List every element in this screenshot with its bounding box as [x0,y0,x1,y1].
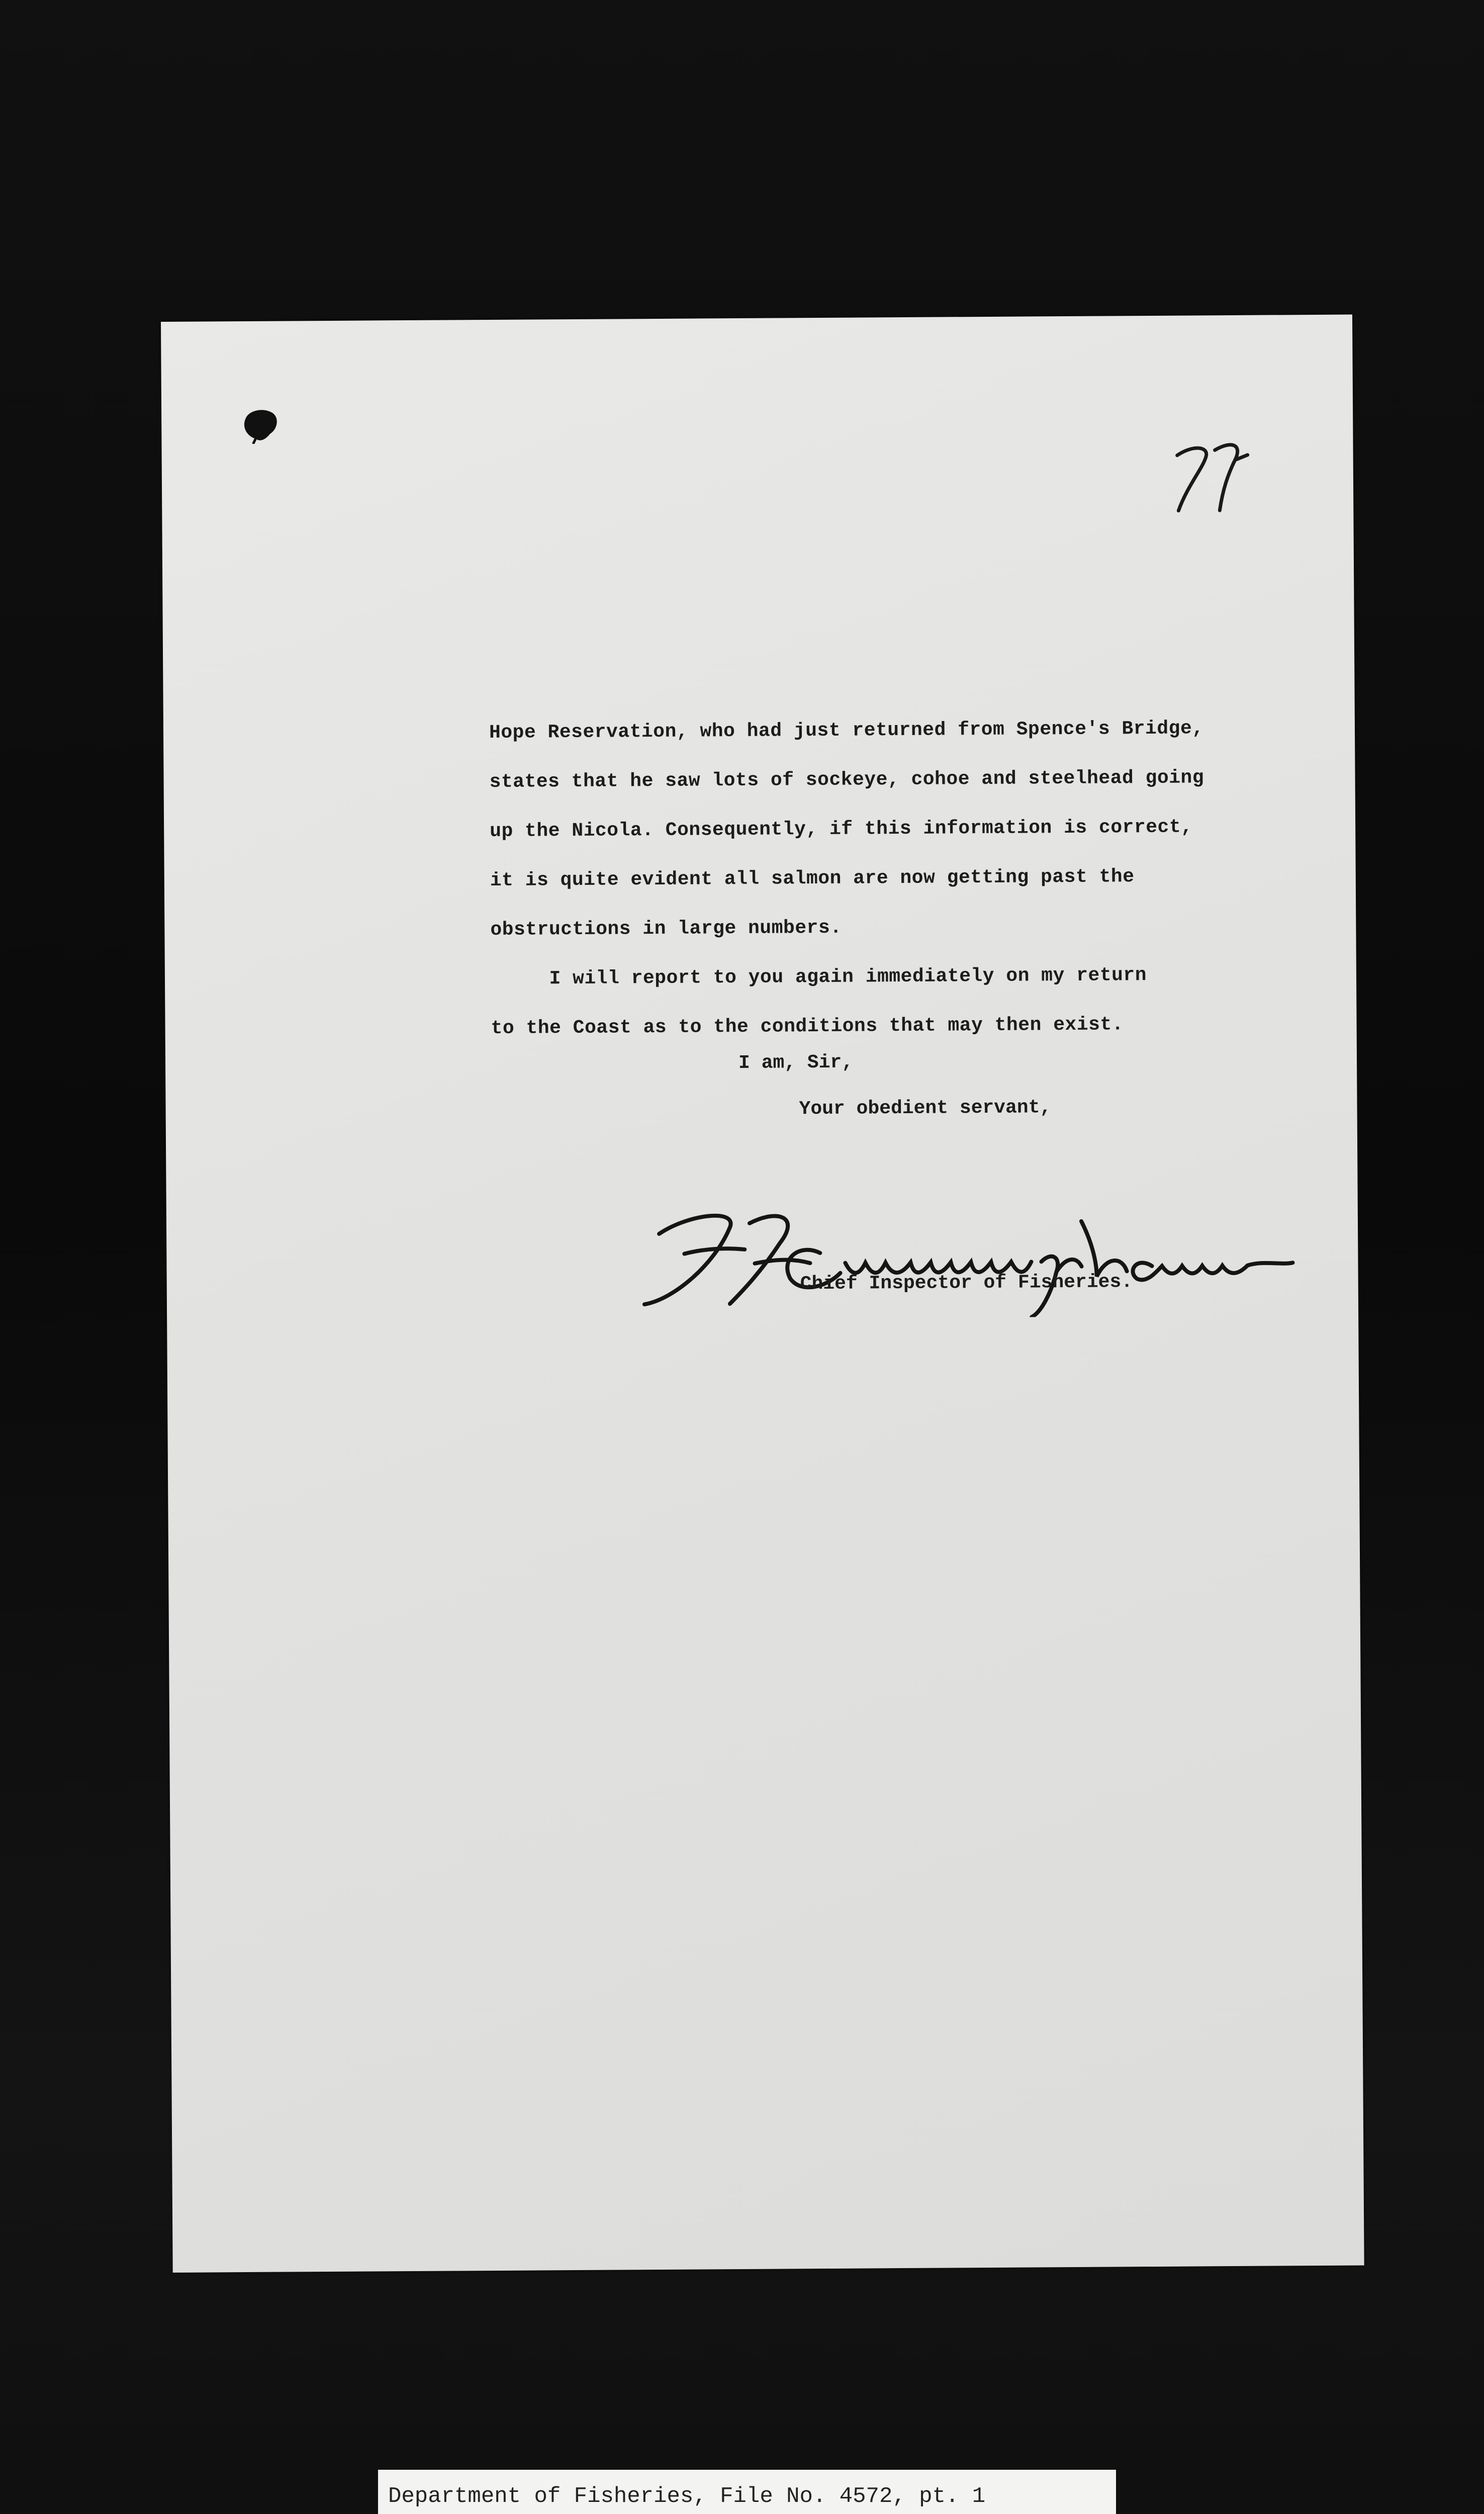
salutation: I am, Sir, [738,1051,854,1074]
letter-body [489,717,1273,1040]
body-line: up the Nicola. Consequently, if this information is correct, [490,816,1193,843]
handwritten-signature [629,1189,1364,1319]
body-line: obstructions in large numbers. [490,917,842,941]
signatory-title: Chief Inspector of Fisheries. [800,1271,1133,1295]
file-reference-label: Department of Fisheries, File No. 4572, pt. 1 [378,2470,1116,2514]
body-line: states that he saw lots of sockeye, cohoe and steelhead going [489,767,1204,793]
body-line: Hope Reservation, who had just returned from Spence's Bridge, [489,717,1204,744]
letter-page [161,315,1364,2273]
body-line: I will report to you again immediately on my return [490,964,1147,991]
ink-blot-mark [241,408,280,444]
handwritten-folio-number [1167,435,1253,516]
body-line: it is quite evident all salmon are now getting past the [490,866,1135,892]
valediction: Your obedient servant, [799,1097,1052,1120]
body-line: to the Coast as to the conditions that may then exist. [491,1014,1124,1040]
